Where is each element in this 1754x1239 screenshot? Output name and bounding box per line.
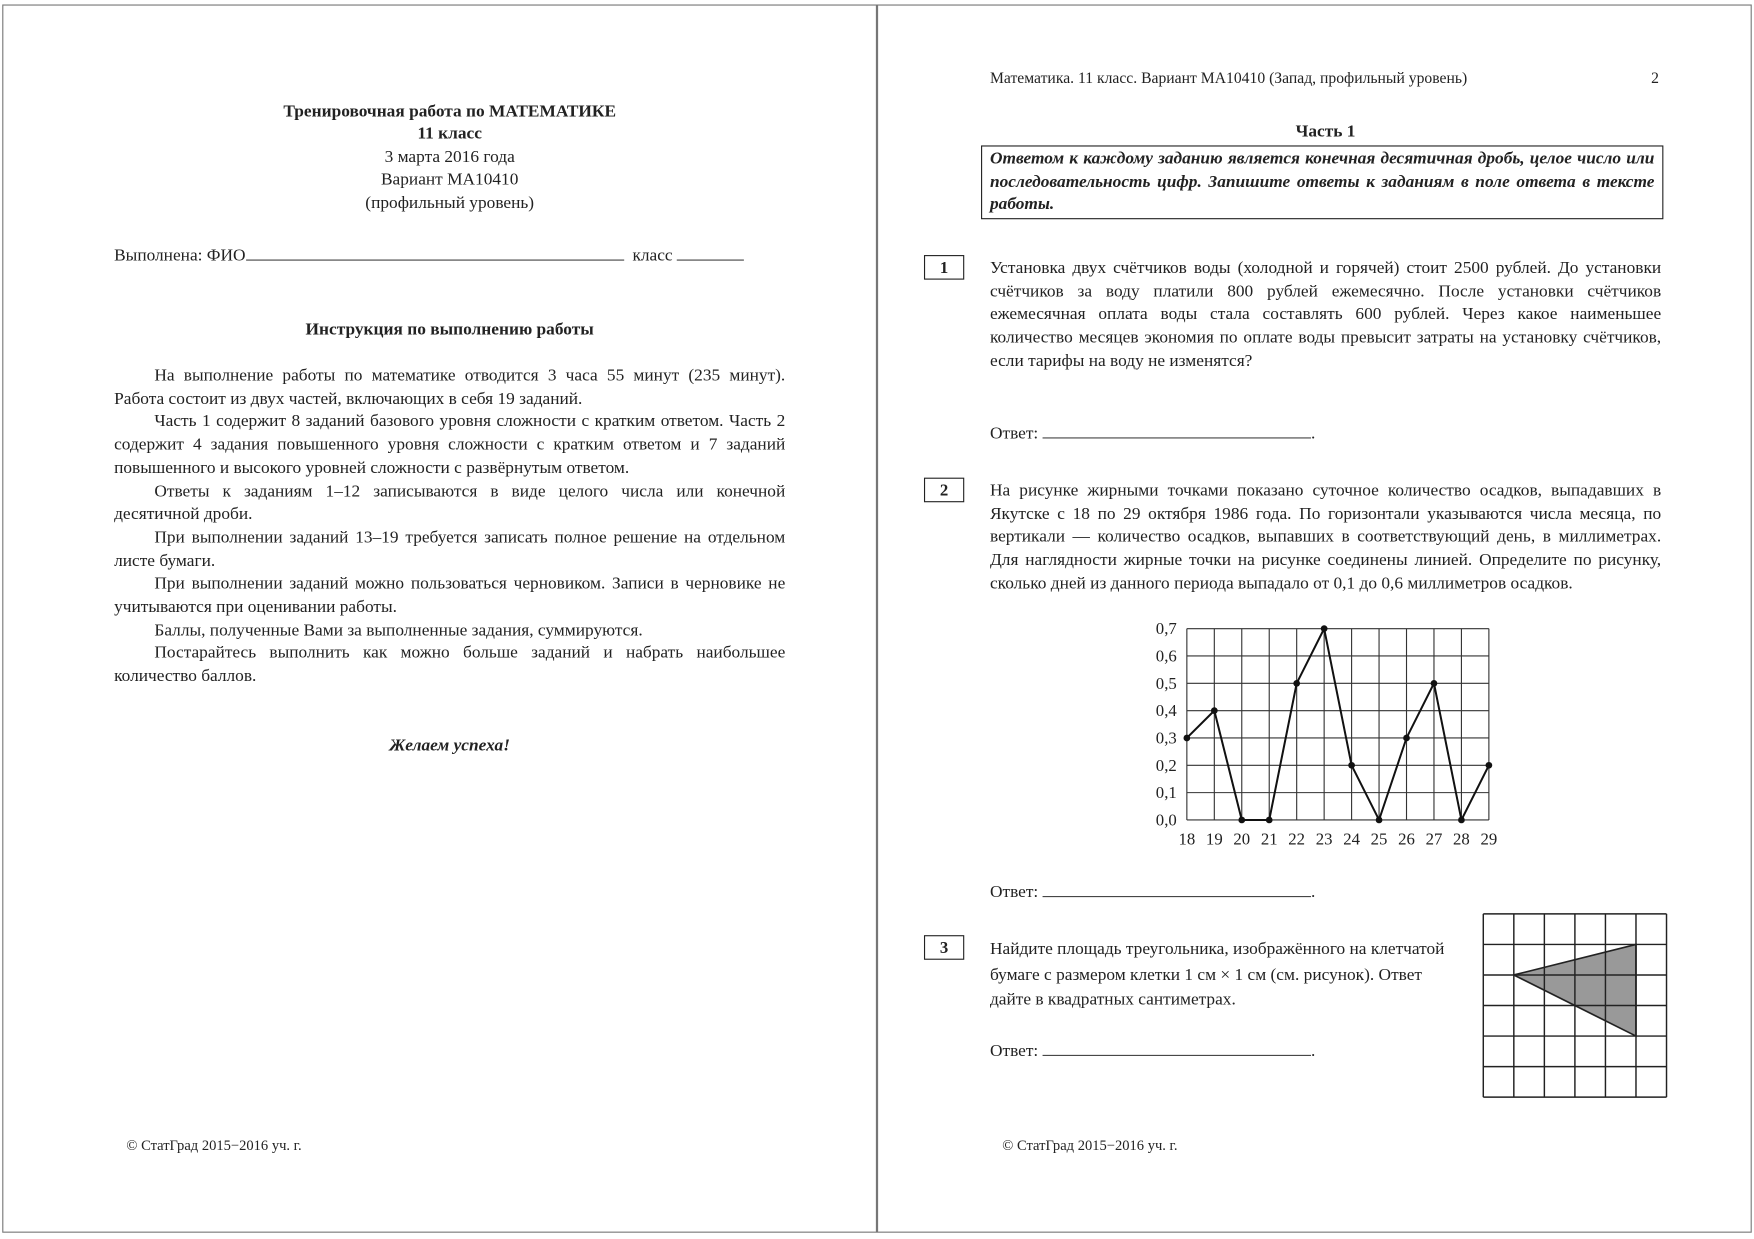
page-number: 2 — [1651, 70, 1659, 88]
x-tick-label: 20 — [1233, 829, 1251, 849]
data-point — [1431, 680, 1438, 687]
answer-field[interactable] — [1043, 1039, 1311, 1056]
x-tick-label: 21 — [1260, 829, 1278, 849]
task-2-text: На рисунке жирными точками показано суточное количество осадков, выпадавших в Якутске с 18 по 29 октября 1986 года. По горизонтали указываются числа месяца, по вертикали — количество осадков, выпавших в соответствующий день, в миллиметрах. Для наглядности жирные точки на рисунке соединены линией. Определите по рисунку, сколько дней из данного периода выпадало от 0,1 до 0,6 миллиметров осадков. — [989, 481, 1662, 593]
completed-label: Выполнена: ФИО — [114, 246, 246, 266]
data-point — [1238, 817, 1245, 824]
x-tick-label: 25 — [1370, 829, 1388, 849]
answer-label: Ответ: — [989, 882, 1039, 902]
x-tick-label: 29 — [1480, 829, 1498, 849]
y-tick-label: 0,4 — [1155, 701, 1177, 721]
y-tick-label: 0,6 — [1155, 646, 1177, 666]
answer-label: Ответ: — [989, 1041, 1039, 1061]
series-line — [1187, 629, 1489, 820]
paragraph: Постарайтесь выполнить как можно больше заданий и набрать наибольшее количество баллов. — [114, 643, 786, 686]
data-point — [1403, 735, 1410, 742]
answer-label: Ответ: — [989, 423, 1039, 443]
class-label: класс — [632, 246, 673, 266]
part-note: Ответом к каждому заданию является конечная десятичная дробь, целое число или последовательность цифр. Запишите ответы к заданиям в поле ответа в тексте работы. — [981, 145, 1663, 219]
triangle-figure — [1479, 909, 1671, 1099]
data-point — [1458, 817, 1465, 824]
answer-row: Ответ: . — [990, 1039, 1315, 1063]
part-title: Часть 1 — [1295, 121, 1356, 141]
x-tick-label: 24 — [1343, 829, 1360, 849]
answer-field[interactable] — [1043, 422, 1311, 439]
data-point — [1293, 680, 1300, 687]
title-line: (профильный уровень) — [365, 193, 535, 213]
y-tick-label: 0,3 — [1155, 728, 1177, 748]
paragraph: При выполнении заданий можно пользоваться черновиком. Записи в черновике не учитываются при оценивании работы. — [114, 574, 786, 617]
x-tick-label: 27 — [1425, 829, 1443, 849]
data-point — [1211, 707, 1218, 714]
instructions-heading: Инструкция по выполнению работы — [305, 319, 594, 339]
title-line: 3 марта 2016 года — [384, 147, 515, 167]
instructions-body — [114, 365, 785, 689]
class-field[interactable] — [677, 244, 744, 261]
data-point — [1266, 817, 1273, 824]
x-tick-label: 18 — [1178, 829, 1196, 849]
data-point — [1486, 762, 1493, 769]
name-field-row — [114, 244, 785, 268]
paragraph: Баллы, полученные Вами за выполненные задания, суммируются. — [154, 620, 643, 640]
wish-text: Желаем успеха! — [389, 736, 510, 756]
task-1-text: Установка двух счётчиков воды (холодной и горячей) стоит 2500 рублей. До установки счётчиков за воду платили 800 рублей ежемесячно. После установки счётчиков ежемесячная оплата воды стала составлять 600 рублей. Через какое наименьшее количество месяцев экономия по оплате воды превысит затраты на установку счётчиков, если тарифы на воду не изменятся? — [989, 258, 1662, 371]
x-tick-label: 19 — [1205, 829, 1223, 849]
y-tick-label: 0,7 — [1155, 619, 1177, 639]
y-tick-label: 0,1 — [1155, 783, 1177, 803]
paragraph: На выполнение работы по математике отводится 3 часа 55 минут (235 минут). Работа состоит из двух частей, включающих в себя 19 заданий. — [114, 365, 786, 408]
title-line: 11 класс — [417, 124, 482, 144]
left-footer: © СтатГрад 2015−2016 уч. г. — [126, 1136, 302, 1154]
y-tick-label: 0,2 — [1155, 755, 1177, 775]
task-number: 2 — [924, 478, 964, 503]
data-point — [1184, 735, 1191, 742]
precipitation-chart — [1141, 617, 1510, 852]
running-header: Математика. 11 класс. Вариант МА10410 (Запад, профильный уровень) — [989, 70, 1468, 88]
x-tick-label: 22 — [1288, 829, 1306, 849]
answer-field[interactable] — [1043, 880, 1311, 897]
data-point — [1321, 625, 1328, 632]
y-tick-label: 0,5 — [1155, 673, 1177, 693]
x-tick-label: 23 — [1315, 829, 1333, 849]
name-field[interactable] — [246, 244, 624, 261]
y-tick-label: 0,0 — [1155, 810, 1177, 830]
answer-row: Ответ: . — [990, 422, 1315, 446]
x-tick-label: 28 — [1453, 829, 1470, 849]
right-footer: © СтатГрад 2015−2016 уч. г. — [1002, 1136, 1178, 1154]
x-tick-label: 26 — [1398, 829, 1415, 849]
paragraph: При выполнении заданий 13–19 требуется записать полное решение на отдельном листе бумаги. — [114, 527, 786, 571]
task-number: 1 — [924, 255, 964, 280]
data-point — [1376, 817, 1383, 824]
title-line: Вариант МА10410 — [380, 170, 519, 190]
title-line: Тренировочная работа по МАТЕМАТИКЕ — [283, 101, 617, 121]
answer-row: Ответ: . — [990, 880, 1315, 904]
task-number: 3 — [924, 935, 964, 960]
paragraph: Ответы к заданиям 1–12 записываются в виде целого числа или конечной десятичной дроби. — [114, 481, 786, 524]
task-3-text: Найдите площадь треугольника, изображённого на клетчатой бумаге с размером клетки 1 см × 1 см (см. рисунок). Ответ дайте в квадратных сантиметрах. — [989, 939, 1445, 1009]
paragraph: Часть 1 содержит 8 заданий базового уровня сложности с кратким ответом. Часть 2 содержит 4 задания повышенного уровня сложности с кратким ответом и 7 заданий повышенного и высокого уровней сложности с развёрнутым ответом. — [114, 412, 786, 478]
data-point — [1348, 762, 1355, 769]
